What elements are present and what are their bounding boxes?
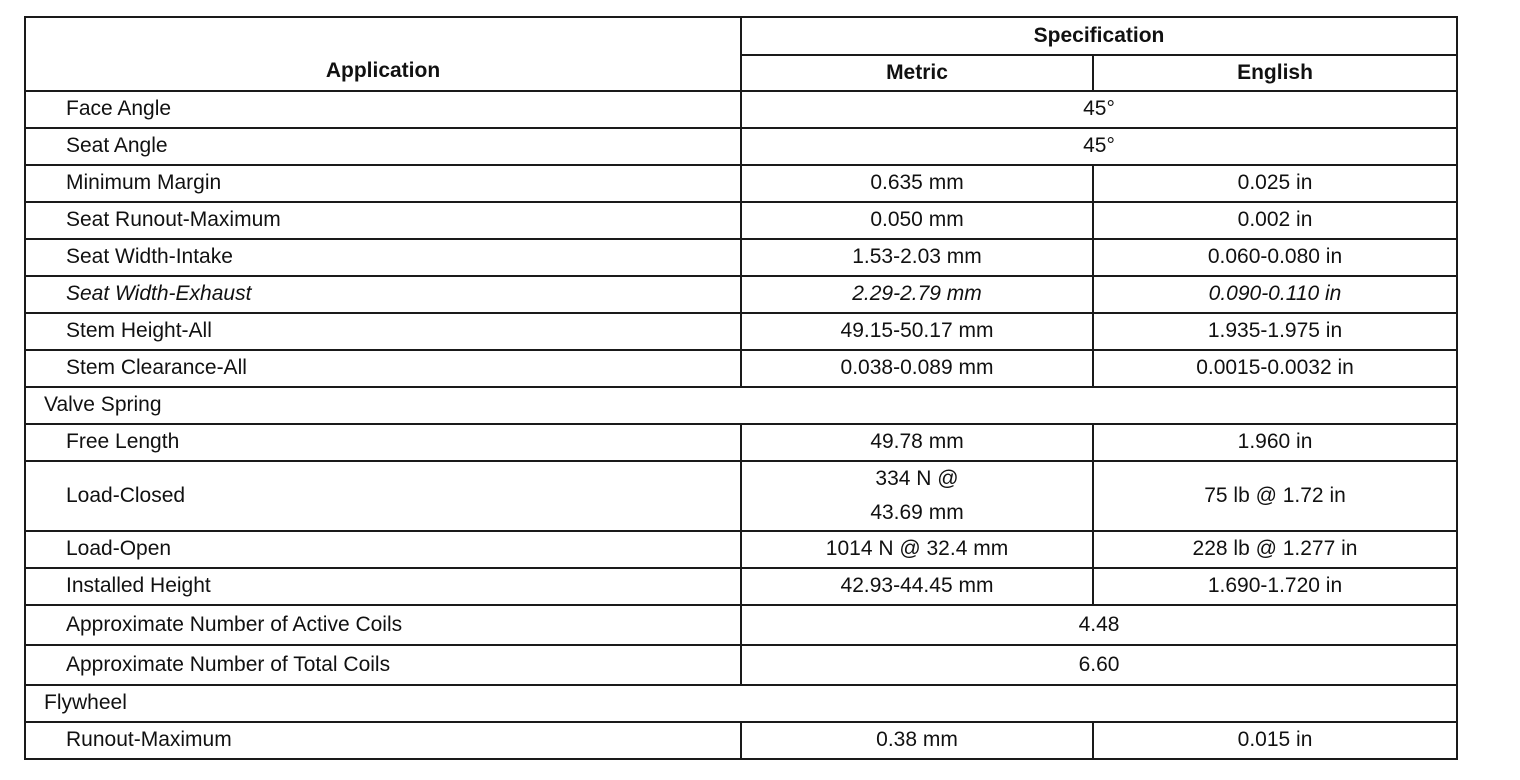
english-header: English xyxy=(1093,55,1457,91)
table-row xyxy=(25,91,1457,128)
metric-value-line-1: 334 N @ xyxy=(875,467,959,490)
metric-value-cell: 0.635 mm xyxy=(741,165,1093,202)
metric-value-cell: 2.29-2.79 mm xyxy=(741,276,1093,313)
table-row xyxy=(25,531,1457,568)
metric-value-cell: 0.038-0.089 mm xyxy=(741,350,1093,387)
english-value-cell: 0.025 in xyxy=(1093,165,1457,202)
metric-header: Metric xyxy=(741,55,1093,91)
specification-header: Specification xyxy=(741,17,1457,55)
metric-value-cell: 1014 N @ 32.4 mm xyxy=(741,531,1093,568)
table-row xyxy=(25,350,1457,387)
combined-value-cell: 45° xyxy=(741,128,1457,165)
specification-table xyxy=(24,16,1458,760)
table-row xyxy=(25,722,1457,759)
table-row xyxy=(25,424,1457,461)
application-cell: Installed Height xyxy=(25,568,741,605)
table-row xyxy=(25,202,1457,239)
combined-value-cell: 6.60 xyxy=(741,645,1457,685)
section-heading: Flywheel xyxy=(25,685,1457,722)
metric-value-cell xyxy=(741,461,1093,531)
english-value-cell: 0.090-0.110 in xyxy=(1093,276,1457,313)
metric-value-cell: 49.78 mm xyxy=(741,424,1093,461)
english-value-cell: 0.0015-0.0032 in xyxy=(1093,350,1457,387)
metric-value-cell: 49.15-50.17 mm xyxy=(741,313,1093,350)
application-cell: Runout-Maximum xyxy=(25,722,741,759)
application-cell: Free Length xyxy=(25,424,741,461)
application-cell: Minimum Margin xyxy=(25,165,741,202)
application-cell: Face Angle xyxy=(25,91,741,128)
table-row xyxy=(25,239,1457,276)
table-row xyxy=(25,461,1457,531)
metric-value-cell: 0.38 mm xyxy=(741,722,1093,759)
metric-value-cell: 0.050 mm xyxy=(741,202,1093,239)
header-row xyxy=(25,17,1457,55)
english-value-cell: 1.690-1.720 in xyxy=(1093,568,1457,605)
section-heading: Valve Spring xyxy=(25,387,1457,424)
english-value-cell: 0.060-0.080 in xyxy=(1093,239,1457,276)
application-cell: Seat Width-Intake xyxy=(25,239,741,276)
metric-value-line-2: 43.69 mm xyxy=(870,501,964,524)
metric-value-cell: 1.53-2.03 mm xyxy=(741,239,1093,276)
application-cell: Load-Closed xyxy=(25,461,741,531)
metric-value-cell: 42.93-44.45 mm xyxy=(741,568,1093,605)
application-cell: Seat Runout-Maximum xyxy=(25,202,741,239)
table-row xyxy=(25,276,1457,313)
table-row xyxy=(25,568,1457,605)
english-value-cell: 228 lb @ 1.277 in xyxy=(1093,531,1457,568)
section-row-valve-spring xyxy=(25,387,1457,424)
table-row xyxy=(25,128,1457,165)
combined-value-cell: 4.48 xyxy=(741,605,1457,645)
english-value-cell: 0.015 in xyxy=(1093,722,1457,759)
table-row xyxy=(25,165,1457,202)
application-cell: Approximate Number of Total Coils xyxy=(25,645,741,685)
application-cell: Stem Height-All xyxy=(25,313,741,350)
english-value-cell: 1.935-1.975 in xyxy=(1093,313,1457,350)
table-row xyxy=(25,313,1457,350)
application-cell: Seat Width-Exhaust xyxy=(25,276,741,313)
english-value-cell: 75 lb @ 1.72 in xyxy=(1093,461,1457,531)
application-cell: Stem Clearance-All xyxy=(25,350,741,387)
combined-value-cell: 45° xyxy=(741,91,1457,128)
application-header: Application xyxy=(25,17,741,91)
application-cell: Load-Open xyxy=(25,531,741,568)
english-value-cell: 1.960 in xyxy=(1093,424,1457,461)
english-value-cell: 0.002 in xyxy=(1093,202,1457,239)
application-cell: Approximate Number of Active Coils xyxy=(25,605,741,645)
table-row xyxy=(25,605,1457,645)
table-row xyxy=(25,645,1457,685)
application-cell: Seat Angle xyxy=(25,128,741,165)
section-row-flywheel xyxy=(25,685,1457,722)
